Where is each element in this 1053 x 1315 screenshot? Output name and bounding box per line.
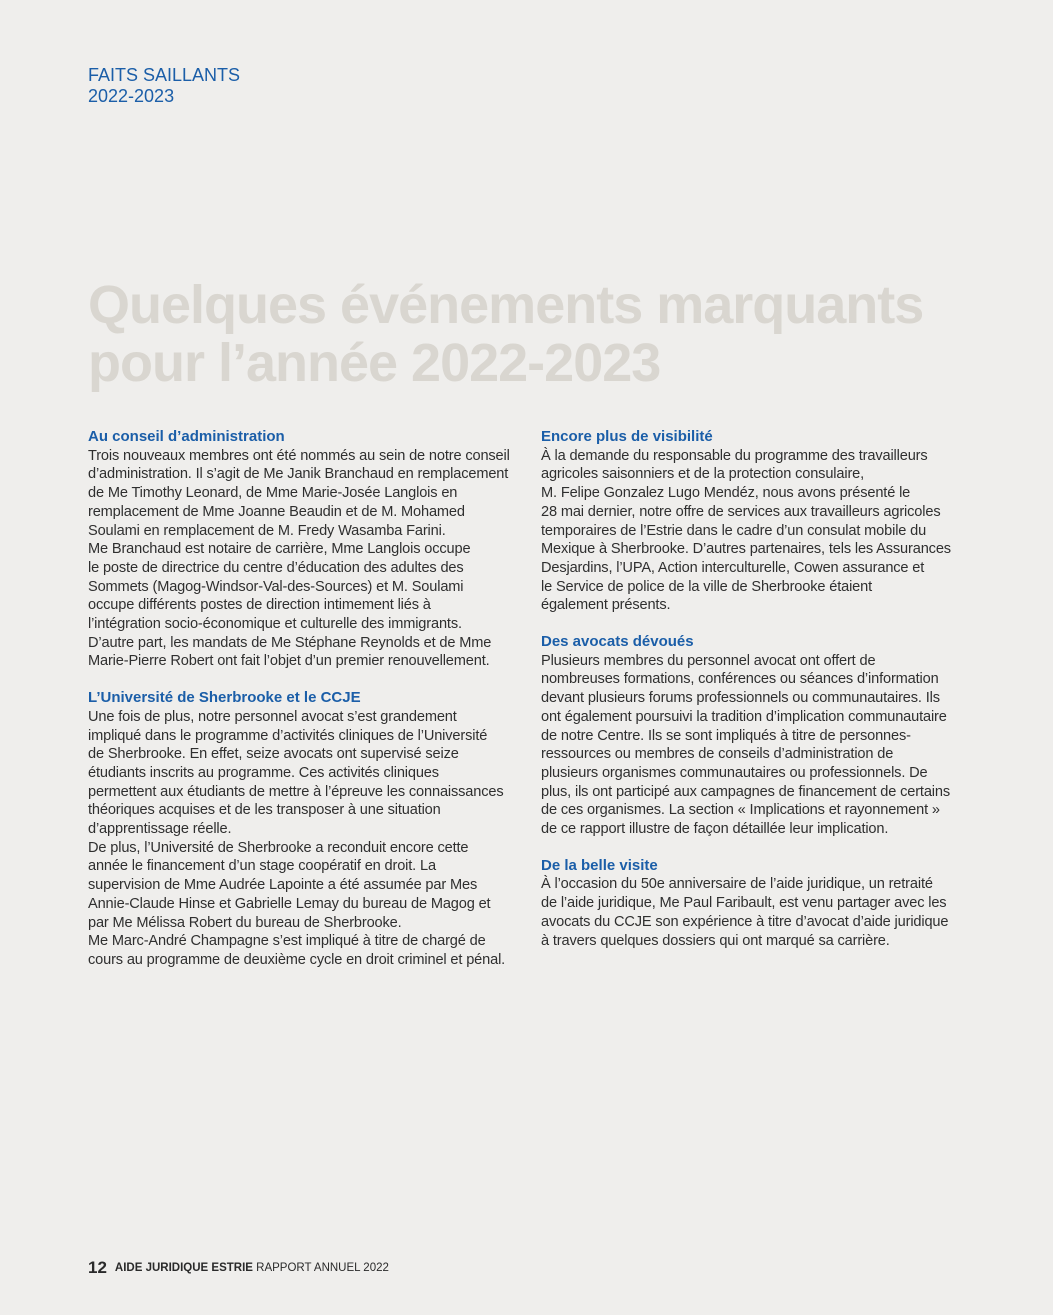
article-body [88, 708, 528, 970]
footer-report: RAPPORT ANNUEL 2022 [256, 1262, 389, 1274]
article-heading: Au conseil d’administration [88, 428, 285, 445]
article-block [88, 689, 528, 970]
article-body-line: année le financement d’un stage coopératif en droit. La [88, 858, 436, 875]
article-body-line: Trois nouveaux membres ont été nommés au sein de notre conseil [88, 447, 510, 464]
article-body-line: de l’aide juridique, Me Paul Faribault, est venu partager avec les [541, 895, 947, 912]
article-body-line: de ce rapport illustre de façon détaillée leur implication. [541, 821, 889, 838]
article-body-line: le poste de directrice du centre d’éducation des adultes des [88, 559, 464, 576]
article-body-line: l’intégration socio-économique et culturelle des immigrants. [88, 616, 462, 633]
page-number: 12 [88, 1258, 107, 1277]
page-footer [88, 1258, 389, 1278]
article-block [541, 633, 981, 839]
article-body-line: Me Marc-André Champagne s’est impliqué à titre de chargé de [88, 933, 486, 950]
section-label-line1: FAITS SAILLANTS [88, 65, 241, 85]
footer-organization: AIDE JURIDIQUE ESTRIE [114, 1262, 253, 1274]
article-body-line: de ces organismes. La section « Implications et rayonnement » [541, 802, 940, 819]
article-body-line: D’autre part, les mandats de Me Stéphane Reynolds et de Mme [88, 634, 492, 651]
article-heading: Encore plus de visibilité [541, 428, 713, 445]
article-body-line: ressources ou membres de conseils d’administration de [541, 746, 894, 763]
article-body-line: plus, ils ont participé aux campagnes de financement de certains [541, 783, 950, 800]
article-body-line: par Me Mélissa Robert du bureau de Sherbrooke. [88, 914, 402, 931]
article-heading: De la belle visite [541, 856, 658, 874]
article-body-line: 28 mai dernier, notre offre de services aux travailleurs agricoles [541, 503, 941, 520]
page-title-line2: pour l’année 2022-2023 [88, 333, 661, 393]
article-body-line: avocats du CCJE son expérience à titre d’avocat d’aide juridique [541, 913, 949, 930]
article-body-line: cours au programme de deuxième cycle en droit criminel et pénal. [88, 951, 506, 968]
article-body-line: d’administration. Il s’agit de Me Janik Branchaud en remplacement [88, 466, 509, 483]
article-body-line: occupe différents postes de direction intimement liés à [88, 597, 431, 614]
article-body [541, 447, 981, 615]
article-body-line: M. Felipe Gonzalez Lugo Mendéz, nous avons présenté le [541, 485, 911, 502]
article-body-line: agricoles saisonniers et de la protection consulaire, [541, 466, 865, 483]
article-body-line: à travers quelques dossiers qui ont marqué sa carrière. [541, 932, 890, 949]
article-body-line: remplacement de Mme Joanne Beaudin et de M. Mohamed [88, 503, 465, 520]
article-body-line: À la demande du responsable du programme des travailleurs [541, 447, 928, 464]
section-label [88, 65, 240, 107]
article-body-line: À l’occasion du 50e anniversaire de l’aide juridique, un retraité [541, 876, 933, 893]
article-body-line: Plusieurs membres du personnel avocat ont offert de [541, 652, 876, 669]
article-heading: L’Université de Sherbrooke et le CCJE [88, 689, 361, 707]
article-body-line: impliqué dans le programme d’activités cliniques de l’Université [88, 727, 488, 744]
article-block [541, 428, 981, 615]
article-body-line: étudiants inscrits au programme. Ces activités cliniques [88, 764, 439, 781]
article-body-line: permettent aux étudiants de mettre à l’épreuve les connaissances [88, 783, 504, 800]
article-body-line: nombreuses formations, conférences ou séances d’information [541, 671, 939, 688]
article-body-line: Desjardins, l’UPA, Action interculturelle, Cowen assurance et [541, 559, 925, 576]
right-column [541, 428, 981, 968]
page-title-line1: Quelques événements marquants [88, 275, 924, 335]
article-body-line: ont également poursuivi la tradition d’implication communautaire [541, 708, 947, 725]
section-label-line2: 2022-2023 [88, 86, 175, 106]
article-body-line: également présents. [541, 597, 671, 614]
article-body-line: Sommets (Magog-Windsor-Val-des-Sources) et M. Soulami [88, 578, 464, 595]
article-body-line: Mexique à Sherbrooke. D’autres partenaires, tels les Assurances [541, 541, 951, 558]
article-block [541, 857, 981, 951]
article-body-line: devant plusieurs forums professionnels ou communautaires. Ils [541, 690, 940, 707]
article-heading: Des avocats dévoués [541, 633, 694, 651]
article-body-line: de Sherbrooke. En effet, seize avocats ont supervisé seize [88, 746, 459, 763]
article-body-line: d’apprentissage réelle. [88, 821, 232, 838]
article-body [88, 447, 528, 671]
article-block [88, 428, 528, 671]
page-title [88, 276, 1008, 392]
article-body-line: De plus, l’Université de Sherbrooke a reconduit encore cette [88, 839, 469, 856]
article-body-line: supervision de Mme Audrée Lapointe a été assumée par Mes [88, 877, 478, 894]
article-body-line: de Me Timothy Leonard, de Mme Marie-Josée Langlois en [88, 485, 458, 502]
article-body-line: temporaires de l’Estrie dans le cadre d’un consulat mobile du [541, 522, 927, 539]
article-body-line: le Service de police de la ville de Sherbrooke étaient [541, 578, 873, 595]
article-body [541, 652, 981, 839]
article-body [541, 875, 981, 950]
article-body-line: Annie-Claude Hinse et Gabrielle Lemay du bureau de Magog et [88, 895, 491, 912]
article-body-line: plusieurs organismes communautaires ou professionnels. De [541, 764, 928, 781]
article-body-line: Soulami en remplacement de M. Fredy Wasamba Farini. [88, 522, 446, 539]
article-body-line: Marie-Pierre Robert ont fait l’objet d’un premier renouvellement. [88, 653, 490, 670]
article-body-line: de notre Centre. Ils se sont impliqués à titre de personnes- [541, 727, 911, 744]
article-body-line: théoriques acquises et de les transposer à une situation [88, 802, 441, 819]
left-column [88, 428, 528, 988]
article-body-line: Me Branchaud est notaire de carrière, Mme Langlois occupe [88, 541, 471, 558]
article-body-line: Une fois de plus, notre personnel avocat s’est grandement [88, 708, 457, 725]
